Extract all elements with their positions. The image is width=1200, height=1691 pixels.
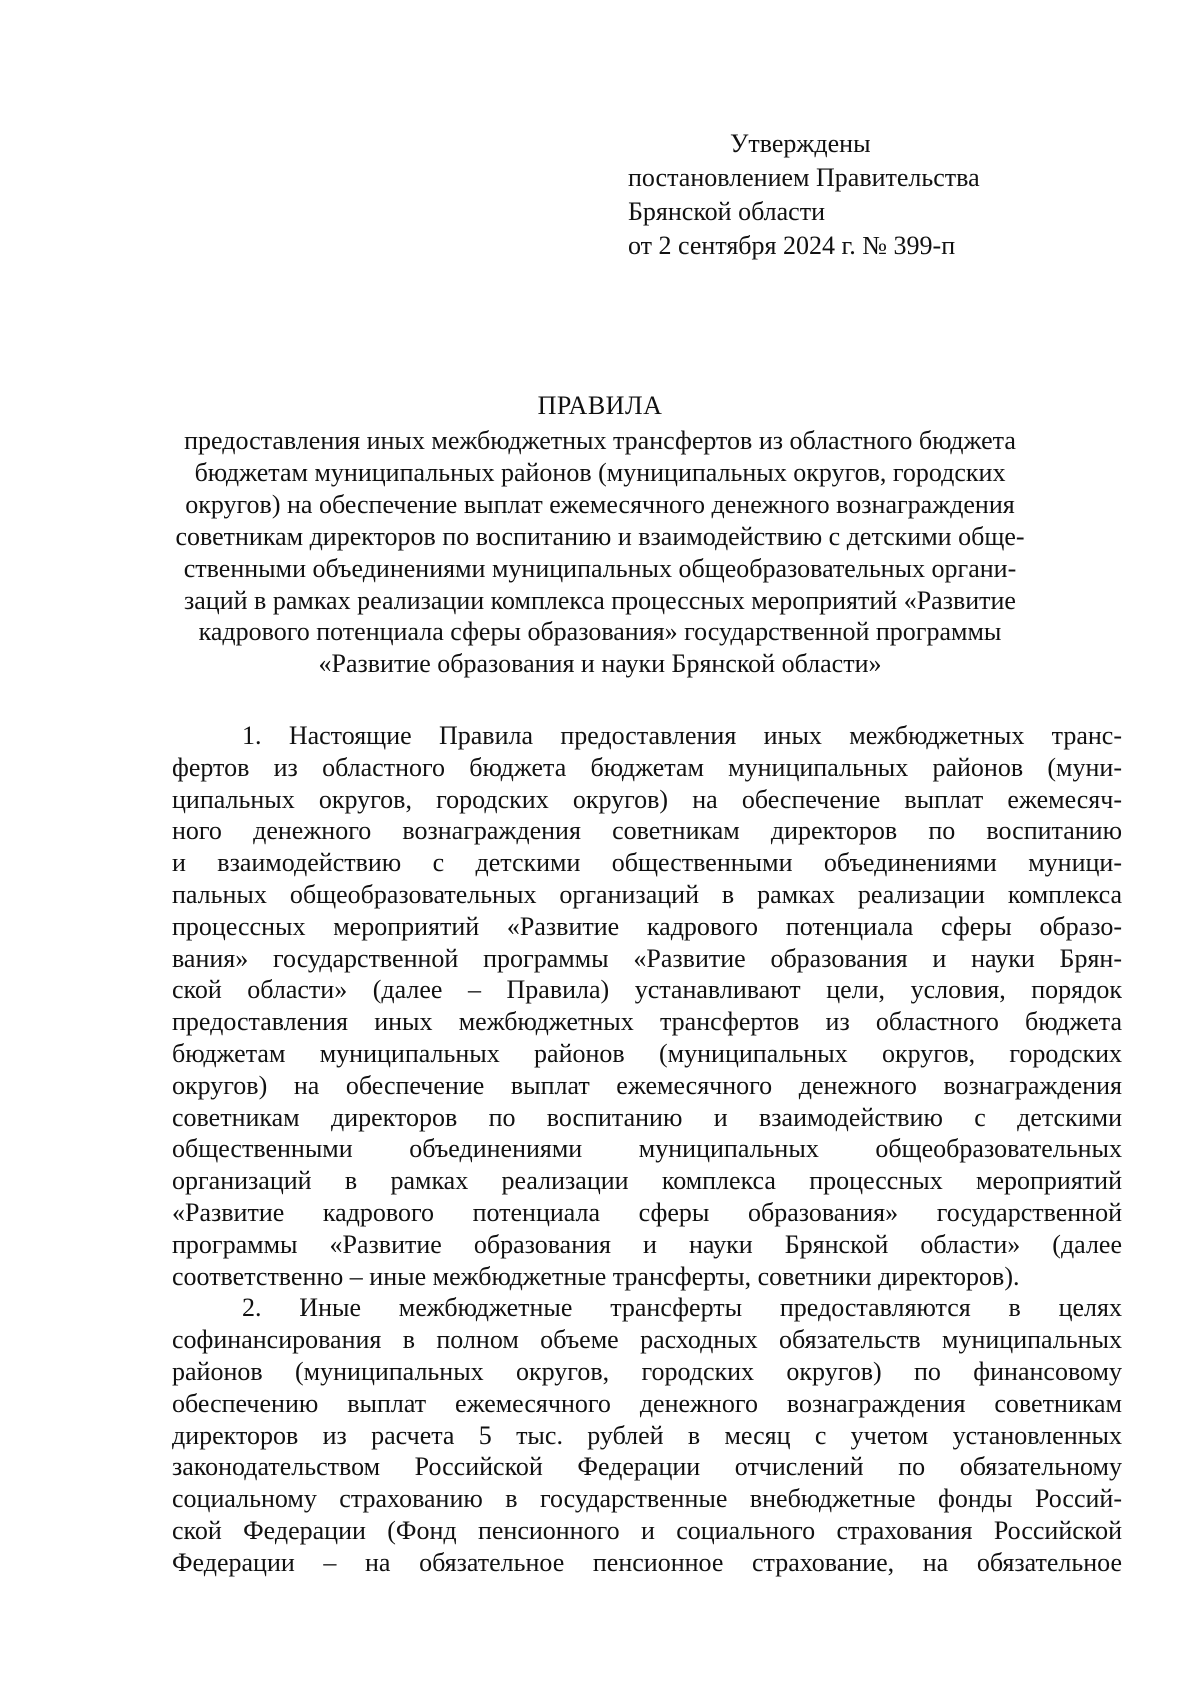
paragraph-2-line: обеспечению выплат ежемесячного денежного вознаграждения советникам xyxy=(172,1388,1122,1418)
paragraph-1-line: и взаимодействию с детскими общественными объединениями муници- xyxy=(172,848,1122,878)
paragraph-2-line: Федерации – на обязательное пенсионное страхование, на обязательное xyxy=(172,1547,1122,1577)
paragraph-1-line: организаций в рамках реализации комплекса процессных мероприятий xyxy=(172,1166,1122,1196)
document-title: ПРАВИЛА xyxy=(537,391,663,420)
paragraph-1-line: советникам директоров по воспитанию и взаимодействию с детскими xyxy=(172,1102,1122,1132)
paragraph-1-line: общественными объединениями муниципальных общеобразовательных xyxy=(172,1134,1122,1164)
approval-line: Утверждены xyxy=(730,129,871,158)
document-subtitle xyxy=(100,425,1100,680)
paragraph-2-line: софинансирования в полном объеме расходных обязательств муниципальных xyxy=(172,1325,1122,1355)
document-body xyxy=(172,720,1122,1579)
paragraph-1-line: пальных общеобразовательных организаций в рамках реализации комплекса xyxy=(172,879,1122,909)
paragraph-2-line: 2. Иные межбюджетные трансферты предоставляются в целях xyxy=(242,1293,1122,1323)
paragraph-2-line: районов (муниципальных округов, городских округов) по финансовому xyxy=(172,1356,1122,1386)
approval-line: от 2 сентября 2024 г. № 399-п xyxy=(628,231,956,260)
subtitle-line: округов) на обеспечение выплат ежемесячного денежного вознаграждения xyxy=(185,489,1015,519)
subtitle-line: ственными объединениями муниципальных общеобразовательных органи- xyxy=(183,553,1017,583)
paragraph-1-line: ской области» (далее – Правила) устанавливают цели, условия, порядок xyxy=(172,975,1122,1005)
paragraph-1-line: 1. Настоящие Правила предоставления иных межбюджетных транс- xyxy=(242,721,1122,750)
subtitle-line: предоставления иных межбюджетных трансфертов из областного бюджета xyxy=(184,426,1016,455)
paragraph-1-line: фертов из областного бюджета бюджетам муниципальных районов (муни- xyxy=(172,752,1122,782)
paragraph-1-line: процессных мероприятий «Развитие кадрового потенциала сферы образо- xyxy=(172,911,1122,941)
paragraph-1-line: вания» государственной программы «Развитие образования и науки Брян- xyxy=(172,943,1122,973)
subtitle-line: «Развитие образования и науки Брянской области» xyxy=(318,649,882,679)
approval-line: Брянской области xyxy=(628,197,825,226)
paragraph-2-line: социальному страхованию в государственные внебюджетные фонды Россий- xyxy=(172,1484,1122,1514)
paragraph-1-line: соответственно – иные межбюджетные трансферты, советники директоров). xyxy=(172,1261,1020,1291)
subtitle-line: бюджетам муниципальных районов (муниципальных округов, городских xyxy=(194,457,1006,487)
paragraph-1-line: ного денежного вознаграждения советникам директоров по воспитанию xyxy=(172,816,1122,846)
subtitle-line: заций в рамках реализации комплекса процессных мероприятий «Развитие xyxy=(184,585,1016,615)
subtitle-line: советникам директоров по воспитанию и взаимодействию с детскими обще- xyxy=(175,521,1025,551)
subtitle-line: кадрового потенциала сферы образования» государственной программы xyxy=(198,617,1002,647)
approval-line: постановлением Правительства xyxy=(628,163,980,192)
paragraph-2-line: директоров из расчета 5 тыс. рублей в месяц с учетом установленных xyxy=(172,1420,1122,1450)
paragraph-2-line: ской Федерации (Фонд пенсионного и социального страхования Российской xyxy=(172,1515,1122,1545)
paragraph-1-line: программы «Развитие образования и науки Брянской области» (далее xyxy=(172,1229,1122,1259)
paragraph-1-line: ципальных округов, городских округов) на обеспечение выплат ежемесяч- xyxy=(172,784,1122,814)
paragraph-1-line: бюджетам муниципальных районов (муниципальных округов, городских xyxy=(172,1038,1122,1068)
paragraph-1-line: предоставления иных межбюджетных трансфертов из областного бюджета xyxy=(172,1007,1122,1037)
paragraph-1-line: округов) на обеспечение выплат ежемесячного денежного вознаграждения xyxy=(172,1070,1122,1100)
paragraph-1-line: «Развитие кадрового потенциала сферы образования» государственной xyxy=(172,1197,1122,1227)
approval-block xyxy=(628,127,1048,263)
paragraph-2-line: законодательством Российской Федерации отчислений по обязательному xyxy=(172,1452,1122,1482)
